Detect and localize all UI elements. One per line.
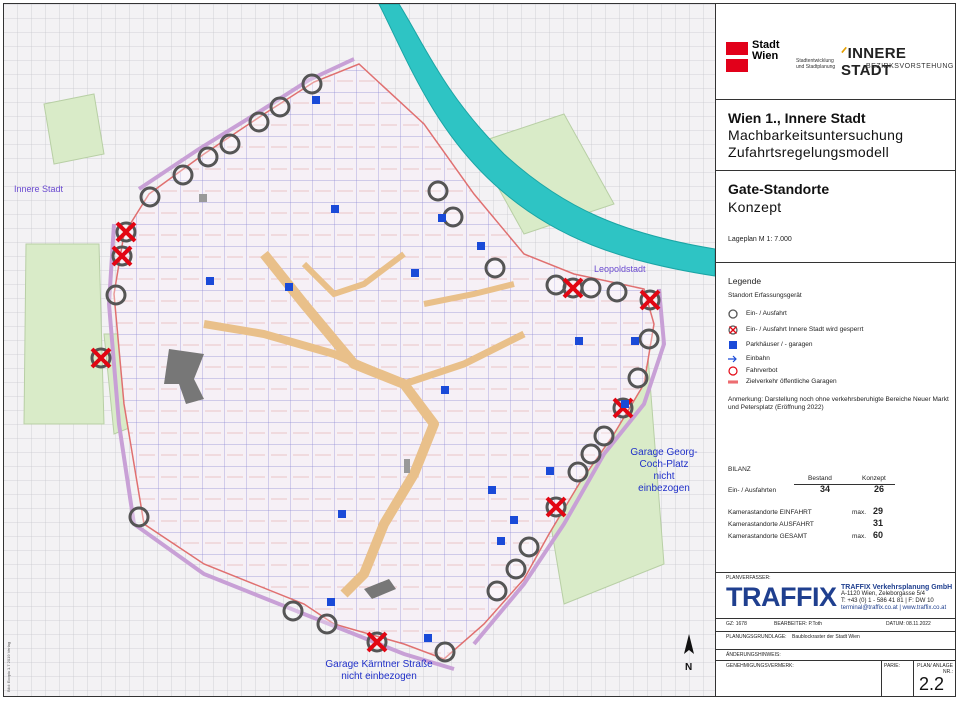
gate-marker[interactable] [174, 166, 192, 184]
planverfasser-label: PLANVERFASSER: [726, 575, 771, 581]
planverfasser-details [841, 584, 952, 612]
parking-marker[interactable] [312, 96, 320, 104]
label-credit: Bild: Ecopix 1.7 2019 Verlag [6, 641, 11, 692]
legend-note: Anmerkung: Darstellung noch ohne verkehrsberuhigte Bereiche Neuer Markt und Petersplatz (Eröffnung 2022) [728, 396, 949, 411]
parking-marker[interactable] [438, 214, 446, 222]
planverfasser-web[interactable]: terminal@traffix.co.at | www.traffix.co.at [841, 605, 947, 611]
parking-marker[interactable] [631, 337, 639, 345]
bilanz-bestand: 34 [820, 484, 831, 494]
cam-gesamt-label: Kamerastandorte GESAMT [728, 533, 808, 540]
parie-label: PARIE: [884, 663, 901, 669]
parking-marker[interactable] [497, 537, 505, 545]
title-line2: Machbarkeitsuntersuchung [728, 127, 904, 143]
no-entry-icon [728, 366, 738, 376]
hatched-line-icon [728, 377, 738, 387]
label-garage-georg-line2: Coch-Platz [639, 459, 689, 470]
stadt-wien-line2: Wien [752, 50, 779, 62]
legend-item-closed: Ein- / Ausfahrt Innere Stadt wird gesperrt [746, 326, 864, 333]
cam-gesamt-max: max. [852, 533, 867, 540]
subject-line2: Konzept [728, 199, 782, 215]
title-line1: Wien 1., Innere Stadt [728, 110, 866, 126]
legend-subheading: Standort Erfassungsgerät [728, 292, 802, 299]
legend-heading: Legende [728, 276, 762, 286]
bilanz-row-label: Ein- / Ausfahrten [728, 487, 777, 494]
gate-marker[interactable] [629, 369, 647, 387]
stadt-wien-sub: Stadtentwicklung und Stadtplanung [796, 58, 836, 70]
park-rathaus [24, 244, 104, 424]
innere-stadt-logo-text: INNERE STADT [841, 45, 907, 79]
bilanz-heading: BILANZ [728, 466, 751, 473]
gz-label: GZ: 1678 [726, 621, 747, 627]
stadt-wien-line1: Stadt [752, 39, 780, 51]
crossed-circle-icon [728, 325, 738, 335]
datum-label: DATUM: 08.11.2022 [886, 621, 931, 627]
parking-square-icon [728, 340, 738, 350]
plan-nr-label: PLAN/ ANLAGE NR.: [917, 663, 953, 675]
gate-marker[interactable] [520, 538, 538, 556]
gate-marker[interactable] [199, 148, 217, 166]
scale-label: Lageplan M 1: 7.000 [728, 236, 792, 243]
parking-marker[interactable] [441, 386, 449, 394]
planverfasser-address: A-1120 Wien, Zeleborgasse 5/4 [841, 591, 925, 597]
gate-marker[interactable] [303, 75, 321, 93]
label-garage-georg [624, 447, 704, 495]
label-garage-georg-line3: nicht [653, 471, 675, 482]
cam-ausfahrt-value: 31 [873, 518, 884, 528]
parking-marker[interactable] [327, 598, 335, 606]
label-leopoldstadt: Leopoldstadt [594, 264, 646, 274]
circle-icon [728, 309, 738, 319]
parking-marker[interactable] [285, 283, 293, 291]
bearbeiter-label: BEARBEITER: P.Toth [774, 621, 822, 627]
legend-item-einbahn: Einbahn [746, 355, 770, 362]
park-north [44, 94, 104, 164]
parking-marker[interactable] [206, 277, 214, 285]
parking-marker[interactable] [575, 337, 583, 345]
legend-item-zielverkehr: Zielverkehr öffentliche Garagen [746, 378, 837, 385]
svg-text:N: N [685, 662, 693, 673]
cam-gesamt-value: 60 [873, 530, 884, 540]
bilanz-konzept: 26 [874, 484, 885, 494]
planverfasser-phone: T: +43 (0) 1 - 586 41 81 | F: DW 10 [841, 598, 934, 604]
gate-marker[interactable] [284, 602, 302, 620]
stadt-wien-logo [752, 40, 780, 62]
subject-line1: Gate-Standorte [728, 181, 830, 197]
parking-marker[interactable] [621, 400, 629, 408]
gate-marker[interactable] [640, 330, 658, 348]
label-garage-georg-line4: einbezogen [638, 483, 690, 494]
legend-item-gate: Ein- / Ausfahrt [746, 310, 787, 317]
label-garage-kaerntner-line1: Garage Kärntner Straße [325, 659, 433, 670]
cam-einfahrt-label: Kamerastandorte EINFAHRT [728, 509, 812, 516]
map-area[interactable] [4, 4, 715, 696]
gate-marker[interactable] [582, 445, 600, 463]
parking-marker[interactable] [477, 242, 485, 250]
label-innere-stadt: Innere Stadt [14, 184, 64, 194]
bilanz-col-konzept: Konzept [862, 475, 886, 482]
cam-einfahrt-value: 29 [873, 506, 884, 516]
parking-marker[interactable] [510, 516, 518, 524]
gate-marker[interactable] [429, 182, 447, 200]
parking-marker[interactable] [411, 269, 419, 277]
traffix-logo-text: TRAFFIX [726, 582, 837, 612]
legend-item-parking: Parkhäuser / - garagen [746, 341, 813, 348]
cam-einfahrt-max: max. [852, 509, 867, 516]
gate-marker[interactable] [569, 463, 587, 481]
gate-marker[interactable] [582, 279, 600, 297]
cam-ausfahrt-label: Kamerastandorte AUSFAHRT [728, 521, 814, 528]
building-grey-2 [404, 459, 410, 473]
gate-marker[interactable] [318, 615, 336, 633]
gate-marker[interactable] [608, 283, 626, 301]
gate-marker[interactable] [130, 508, 148, 526]
planverfasser-company: TRAFFIX Verkehrsplanung GmbH [841, 584, 953, 591]
gate-marker[interactable] [107, 286, 125, 304]
label-garage-kaerntner-line2: nicht einbezogen [341, 671, 417, 682]
gate-marker[interactable] [507, 560, 525, 578]
bezirksvorstehung: BEZIRKSVORSTEHUNG [866, 63, 954, 70]
gate-marker[interactable] [444, 208, 462, 226]
gate-marker[interactable] [595, 427, 613, 445]
title-line3: Zufahrtsregelungsmodell [728, 144, 889, 160]
traffix-logo [726, 582, 837, 613]
parking-marker[interactable] [488, 486, 496, 494]
gate-marker[interactable] [486, 259, 504, 277]
gate-marker[interactable] [221, 135, 239, 153]
gate-marker[interactable] [250, 113, 268, 131]
wien-logo-icon [726, 42, 748, 72]
grundlage-value: Baublockraster der Stadt Wien [792, 634, 860, 640]
genehmigung-label: GENEHMIGUNGSVERMERK: [726, 663, 794, 669]
parking-marker[interactable] [331, 205, 339, 213]
label-garage-georg-line1: Garage Georg- [630, 447, 698, 458]
gate-marker[interactable] [547, 276, 565, 294]
gate-marker[interactable] [488, 582, 506, 600]
innere-stadt-logo: ᐟINNERE STADT [841, 45, 907, 79]
map-canvas [4, 4, 715, 696]
parking-marker[interactable] [546, 467, 554, 475]
grundlage-label: PLANUNGSGRUNDLAGE: [726, 634, 787, 640]
legend-item-fahrverbot: Fahrverbot [746, 367, 778, 374]
label-garage-kaerntner [314, 659, 444, 683]
bilanz-col-bestand: Bestand [808, 475, 832, 482]
gate-marker[interactable] [141, 188, 159, 206]
parking-marker[interactable] [338, 510, 346, 518]
parking-marker[interactable] [424, 634, 432, 642]
arrow-icon [728, 354, 738, 364]
gate-marker[interactable] [271, 98, 289, 116]
aenderung-label: ÄNDERUNGSHINWEIS: [726, 652, 781, 658]
plan-nr-value: 2.2 [919, 674, 945, 694]
building-grey [199, 194, 207, 202]
title-block [715, 4, 955, 696]
